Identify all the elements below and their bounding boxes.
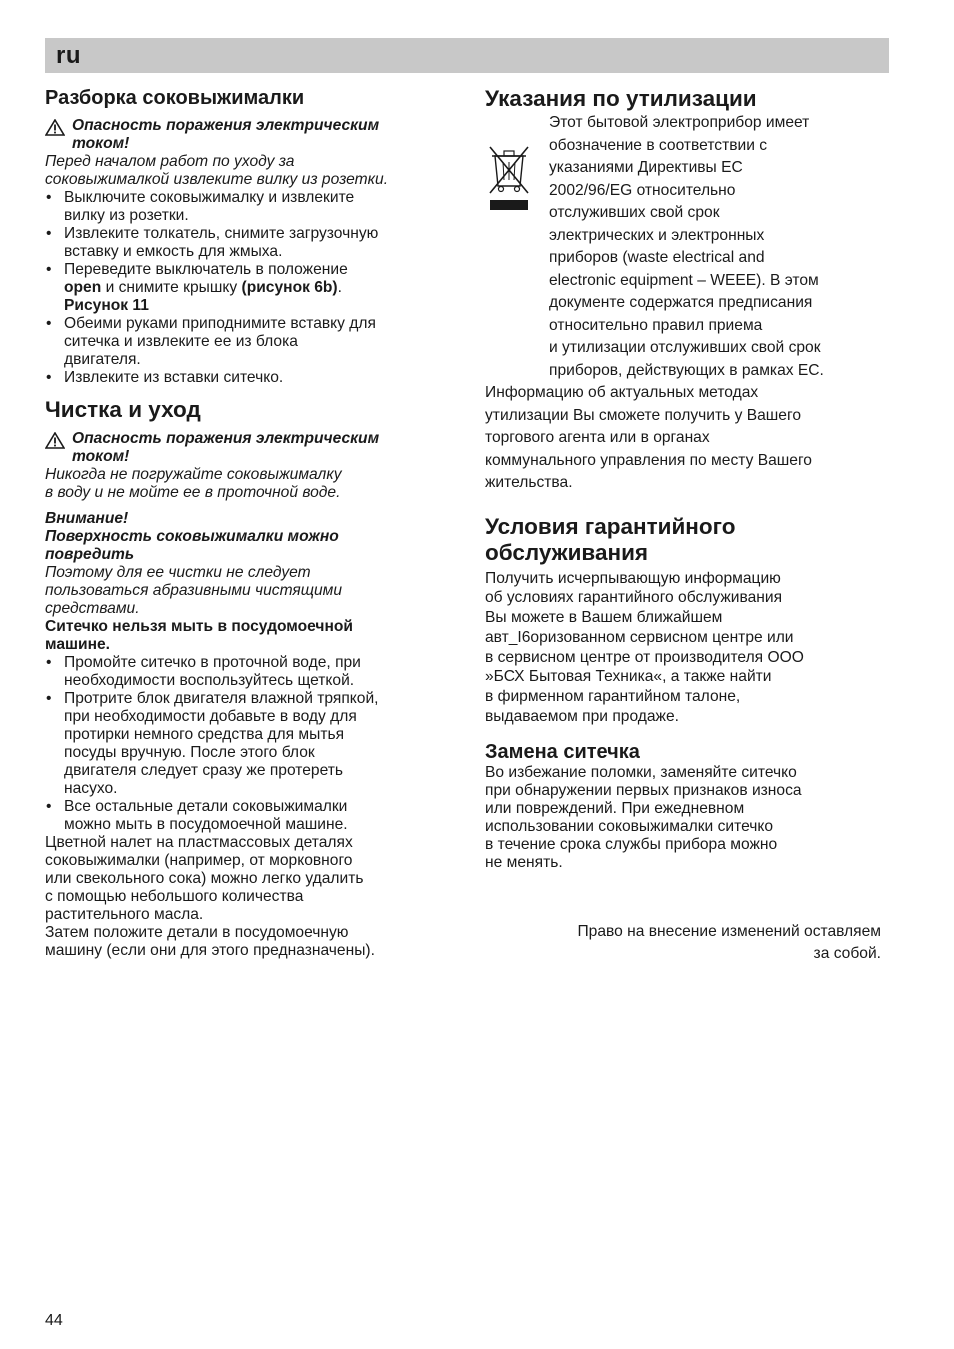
warning-triangle-icon <box>45 432 65 449</box>
list-item: • Извлеките из вставки ситечко. <box>45 369 455 387</box>
list-item: • Протрите блок двигателя влажной тряпкой, при необходимости добавьте в воду для протирки немного средства для мытья посуды вручную. После этого блок двигателя следует сразу же протереть насухо. <box>45 690 455 798</box>
language-code: ru <box>56 42 81 69</box>
list-item: • Выключите соковыжималку и извлеките вилку из розетки. <box>45 189 455 225</box>
attention-label: Внимание! <box>45 510 129 527</box>
list-item: • Обеими руками приподнимите вставку для ситечка и извлеките ее из блока двигателя. <box>45 315 455 369</box>
right-column <box>485 86 895 872</box>
section-title-filter-replacement: Замена ситечка <box>485 740 640 763</box>
electric-shock-warning: Опасность поражения электрическим током! <box>45 117 455 153</box>
disassembly-steps <box>45 189 455 387</box>
list-item: • Извлеките толкатель, снимите загрузочную вставку и емкость для жмыха. <box>45 225 455 261</box>
warranty-text: Получить исчерпывающую информацию об условиях гарантийного обслуживания Вы можете в Вашем ближайшем авт_I6оризованном сервисном центре или в сервисном центре от производителя ООО »БСХ Бытовая Техника«, а также найти в фирменном гарантийном талоне, выдаваемом при продаже. <box>485 569 804 726</box>
list-item: • Промойте ситечко в проточной воде, при необходимости воспользуйтесь щеткой. <box>45 654 455 690</box>
language-header-bar <box>45 38 889 73</box>
list-item: • Переведите выключатель в положение open и снимите крышку (рисунок 6b). Рисунок 11 <box>45 261 455 315</box>
section-title-disassembly: Разборка соковыжималки <box>45 87 305 109</box>
list-item: • Все остальные детали соковыжималки можно мыть в посудомоечной машине. <box>45 798 455 834</box>
page-number: 44 <box>45 1312 63 1329</box>
section-title-warranty: Условия гарантийного обслуживания <box>485 513 736 565</box>
section-title-disposal: Указания по утилизации <box>485 86 757 111</box>
changes-reserved-note: Право на внесение изменений оставляем за собой. <box>577 923 881 962</box>
left-column: Разборка соковыжималки Опасность поражения электрическим током! Перед началом работ по уходу за соковыжималкой извлеките вилку из розетки. • Выключите соковыжималку и извлеките вилку из розетки. • Извлеките толкатель, снимите загрузочную вставку и емкость для жмыха. • Переведите выключатель в положение open и снимите крышку (рисунок 6b). Рисунок 11 • Обеими руками приподнимите вставку для ситечка и извлеките ее из блока двигателя. • Извлеките из вставки ситечко. Чистка и уход Опасность поражения электрическим током! Никогда не погружайте соковыжималку в воду и не мойте ее в проточной воде. Внимание! Поверхность соковыжималки можно повредить Поэтому для ее чистки не следует пользоваться абразивными чистящими средствами. Ситечко нельзя мыть в посудомоечной машине. • Промойте ситечко в проточной воде, при необходимости воспользуйтесь щеткой. • Протрите блок двигателя влажной тряпкой, при необходимости добавьте в воду для протирки немного средства для мытья посуды вручную. После этого блок двигателя следует сразу же протереть насухо. • Все остальные детали соковыжималки можно мыть в посудомоечной машине. Цветной налет на пластмассовых деталях соковыжималки (например, от морковного или свекольного сока) можно легко удалить с помощью небольшого количества растительного масла. Затем положите детали в посудомоечную машину (если они для этого предназначены). <box>45 86 455 960</box>
electric-shock-warning: Опасность поражения электрическим током! <box>45 430 455 466</box>
filter-replacement-text: Во избежание поломки, заменяйте ситечко при обнаружении первых признаков износа или повреждений. При ежедневном использовании соковыжималки ситечко в течение срока службы прибора можно не менять. <box>485 763 802 871</box>
section-title-cleaning: Чистка и уход <box>45 397 201 422</box>
weee-description: Этот бытовой электроприбор имеет обозначение в соответствии с указаниями Директивы ЕС 2002/96/EG относительно отслуживших свой срок электрических и электронных приборов (waste electrical and electronic equipment – WEEE). В этом документе содержатся предписания относительно правил приема и утилизации отслуживших свой срок приборов, действующих в рамках ЕС. <box>549 114 824 379</box>
cleaning-steps <box>45 654 455 834</box>
weee-block <box>485 112 895 382</box>
disposal-info: Информацию об актуальных методах утилизации Вы сможете получить у Вашего торгового агента или в органах коммунального управления по месту Вашего жительства. <box>485 384 812 491</box>
weee-crossed-bin-icon <box>485 142 533 210</box>
warning-triangle-icon <box>45 119 65 136</box>
